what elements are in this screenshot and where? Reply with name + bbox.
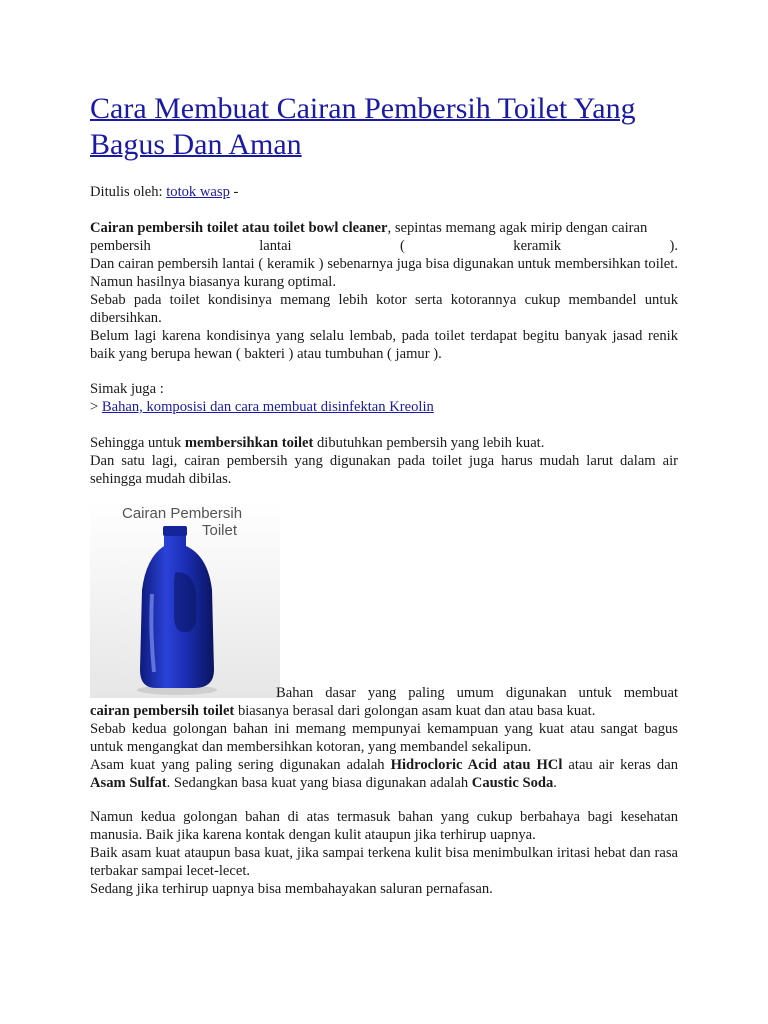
intro-word: ). bbox=[669, 238, 678, 254]
intro-word: lantai bbox=[259, 238, 292, 254]
acid-mid2: . Sedangkan basa kuat yang biasa digunakan adalah bbox=[166, 775, 472, 791]
danger-line-2: Baik asam kuat ataupun basa kuat, jika sampai terkena kulit bisa menimbulkan iritasi hebat dan rasa terbakar sampai lecet-lecet. bbox=[90, 845, 678, 879]
bahan-line-1: Bahan dasar yang paling umum digunakan untuk membuat bbox=[276, 685, 678, 701]
intro-rest: , sepintas memang agak mirip dengan cairan bbox=[387, 220, 648, 236]
paragraph-bahan bbox=[90, 684, 678, 792]
bahan-rest: biasanya berasal dari golongan asam kuat dan atau basa kuat. bbox=[234, 703, 596, 719]
byline-prefix: Ditulis oleh: bbox=[90, 184, 167, 200]
image-caption-line-2: Toilet bbox=[202, 522, 238, 539]
intro-word: keramik bbox=[513, 238, 562, 254]
need-line-1 bbox=[90, 434, 678, 452]
bahan-line-4 bbox=[90, 756, 678, 792]
intro-bold: Cairan pembersih toilet atau toilet bowl cleaner bbox=[90, 220, 388, 236]
intro-line-1 bbox=[90, 219, 678, 237]
acid-sulfat: Asam Sulfat bbox=[90, 775, 167, 791]
intro-line-2 bbox=[90, 237, 678, 255]
acid-pre: Asam kuat yang paling sering digunakan adalah bbox=[90, 757, 391, 773]
intro-word: pembersih bbox=[90, 238, 151, 254]
intro-line-5: Belum lagi karena kondisinya yang selalu lembab, pada toilet terdapat begitu banyak jasad renik baik yang berupa hewan ( bakteri ) atau tumbuhan ( jamur ). bbox=[90, 328, 678, 362]
article-title-link[interactable]: Cara Membuat Cairan Pembersih Toilet Yang Bagus Dan Aman bbox=[90, 92, 636, 161]
acid-mid: atau air keras dan bbox=[562, 757, 678, 773]
author-link[interactable]: totok wasp bbox=[166, 184, 230, 200]
paragraph-intro bbox=[90, 219, 678, 363]
acid-hcl: Hidrocloric Acid atau HCl bbox=[390, 757, 563, 773]
simak-label: Simak juga : bbox=[90, 381, 164, 397]
danger-line-1: Namun kedua golongan bahan di atas termasuk bahan yang cukup berbahaya bagi kesehatan manusia. Baik jika karena kontak dengan kulit ataupun jika terhirup uapnya. bbox=[90, 809, 678, 843]
image-caption-line-1: Cairan Pembersih bbox=[122, 505, 243, 522]
byline-suffix: - bbox=[229, 184, 239, 200]
paragraph-need bbox=[90, 434, 678, 488]
bahan-bold: cairan pembersih toilet bbox=[90, 703, 235, 719]
product-image bbox=[90, 502, 280, 698]
need-pre: Sehingga untuk bbox=[90, 435, 185, 451]
caustic-soda: Caustic Soda bbox=[471, 775, 554, 791]
need-line-2: Dan satu lagi, cairan pembersih yang digunakan pada toilet juga harus mudah larut dalam air sehingga mudah dibilas. bbox=[90, 453, 678, 487]
article-title bbox=[90, 91, 690, 163]
byline bbox=[90, 183, 678, 201]
intro-line-4: Sebab pada toilet kondisinya memang lebih kotor serta kotorannya cukup membandel untuk dibersihkan. bbox=[90, 292, 678, 326]
bottle-illustration bbox=[90, 502, 280, 698]
intro-line-3: Dan cairan pembersih lantai ( keramik ) sebenarnya juga bisa digunakan untuk membersihkan toilet. Namun hasilnya biasanya kurang optimal. bbox=[90, 256, 678, 290]
simak-link-row bbox=[90, 398, 678, 416]
bahan-line-3: Sebab kedua golongan bahan ini memang mempunyai kemampuan yang kuat atau sangat bagus untuk mengangkat dan membersihkan kotoran, yang membandel sekalipun. bbox=[90, 721, 678, 755]
danger-line-3: Sedang jika terhirup uapnya bisa membahayakan saluran pernafasan. bbox=[90, 881, 493, 897]
arrow-marker: > bbox=[90, 399, 102, 415]
paragraph-danger bbox=[90, 808, 678, 898]
related-article-link[interactable]: Bahan, komposisi dan cara membuat disinfektan Kreolin bbox=[101, 399, 434, 415]
need-bold: membersihkan toilet bbox=[184, 435, 314, 451]
acid-end: . bbox=[553, 775, 557, 791]
bahan-line-2 bbox=[90, 702, 678, 720]
need-post: dibutuhkan pembersih yang lebih kuat. bbox=[313, 435, 545, 451]
intro-word: ( bbox=[400, 238, 405, 254]
